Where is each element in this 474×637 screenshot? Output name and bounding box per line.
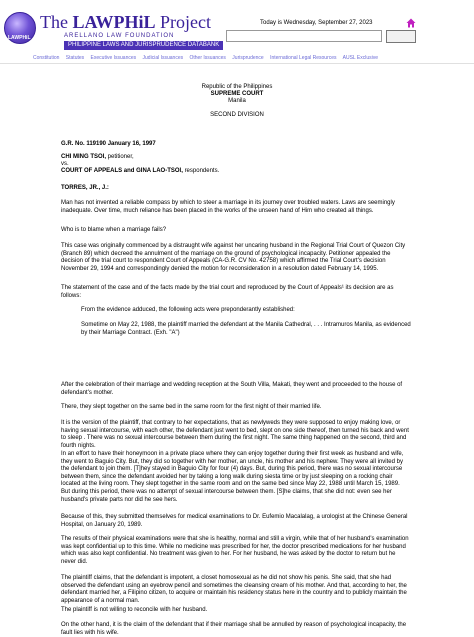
paragraph: Who is to blame when a marriage fails? xyxy=(61,227,167,233)
nav-judicial-issuances[interactable]: Judicial Issuances xyxy=(142,55,184,61)
petitioner-name: CHI MING TSOI, xyxy=(61,154,106,160)
site-title-prefix: The xyxy=(40,12,68,32)
main-nav xyxy=(33,55,383,61)
foundation-name: ARELLANO LAW FOUNDATION xyxy=(64,33,175,39)
search-input[interactable] xyxy=(226,30,382,42)
nav-ausl-exclusive[interactable]: AUSL Exclusive xyxy=(342,55,379,61)
paragraph: The statement of the case and of the facts made by the trial court and reproduced by the Court of Appeals¹ its decision are as follows: xyxy=(61,285,394,299)
case-number: G.R. No. 119190 January 16, 1997 xyxy=(61,141,156,147)
paragraph: Because of this, they submitted themselves for medical examinations to Dr. Eufemio Macalalag, a urologist at the Chinese General Hospital, on January 20, 1989. xyxy=(61,514,408,528)
search-button[interactable] xyxy=(386,30,416,43)
paragraph: In an effort to have their honeymoon in a private place where they can enjoy together during their first week as husband and wife, they went to Baguio City. But, they did so together with her mother, an uncle, his mother and his nephew. They were all invited by the defendant to join them. [T]hey stayed in Baguio City for four (4) days. But, during this period, there was no sexual intercourse between them, since the defendant avoided her by taking a long walk during siesta time or by just sleeping on a rocking chair located at the living room. They slept together in the same room and on the same bed since May 22, 1988 until March 15, 1989. But during this period, there was no attempt of sexual intercourse between them. [S]he claims, that she did not: even see her husband's private parts nor did he see hers. xyxy=(61,451,404,503)
paragraph: There, they slept together on the same bed in the same room for the first night of their married life. xyxy=(61,404,322,410)
site-title-suffix: Project xyxy=(160,12,211,32)
paragraph: Man has not invented a reliable compass by which to steer a marriage in its journey over troubled waters. Laws are seemingly inadequate. Over time, much reliance has been placed in the works of the unseen hand of Him who created all things. xyxy=(61,200,395,214)
respondent-role: respondents. xyxy=(184,168,220,174)
versus: vs. xyxy=(61,161,69,167)
nav-statutes[interactable]: Statutes xyxy=(65,55,85,61)
today-date: Today is Wednesday, September 27, 2023 xyxy=(260,20,373,26)
paragraph: The plaintiff is not willing to reconcile with her husband. xyxy=(61,607,208,613)
division-name: SECOND DIVISION xyxy=(210,112,264,118)
paragraph: On the other hand, it is the claim of the defendant that if their marriage shall be annulled by reason of psychological incapacity, the fault lies with his wife. xyxy=(61,622,407,636)
site-header xyxy=(0,0,474,60)
court-name: SUPREME COURT xyxy=(210,91,264,97)
respondent-name: COURT OF APPEALS and GINA LAO-TSOI, xyxy=(61,168,183,174)
site-title[interactable] xyxy=(40,12,211,33)
nav-divider xyxy=(0,63,474,64)
court-city: Manila xyxy=(228,98,246,104)
home-icon[interactable] xyxy=(406,18,416,28)
quoted-paragraph: From the evidence adduced, the following acts were preponderantly established: xyxy=(81,307,295,313)
nav-other-issuances[interactable]: Other Issuances xyxy=(189,55,226,61)
databank-banner: PHILIPPINE LAWS AND JURISPRUDENCE DATABANK xyxy=(64,41,223,50)
globe-logo-word: LAWPHiL xyxy=(8,35,31,41)
paragraph: It is the version of the plaintiff, that contrary to her expectations, that as newlyweds they were supposed to enjoy making love, or having sexual intercourse, with each other, the defendant just went to bed, slept on one side thereof, then turned his back and went to sleep . There was no sexual intercourse between them during the first night. The same thing happened on the second, third and fourth nights. xyxy=(61,420,409,449)
ponente: TORRES, JR., J.: xyxy=(61,185,109,191)
respondent-line xyxy=(61,168,409,176)
paragraph: This case was originally commenced by a distraught wife against her uncaring husband in the Regional Trial Court of Quezon City (Branch 89) which decreed the annulment of the marriage on the ground of psychological incapacity. Petitioner appealed the decision of the trial court to respondent Court of Appeals (CA-G.R. CV No. 42758) which affirmed the Trial Court's decision November 29, 1994 and correspondingly denied the motion for reconsideration in a resolution dated February 14, 1995. xyxy=(61,243,406,272)
nav-jurisprudence[interactable]: Jurisprudence xyxy=(232,55,264,61)
nav-constitution[interactable]: Constitution xyxy=(33,55,60,61)
paragraph: The plaintiff claims, that the defendant is impotent, a closet homosexual as he did not show his penis. She said, that she had observed the defendant using an eyebrow pencil and sometimes the cleansing cream of his mother. And that, according to her, the defendant married her, a Filipino citizen, to acquire or maintain his residency status here in the country and to publicly maintain the appearance of a normal man. xyxy=(61,575,407,604)
paragraph: After the celebration of their marriage and wedding reception at the South Villa, Makati, they went and proceeded to the house of defendant's mother. xyxy=(61,382,403,396)
nav-executive-issuances[interactable]: Executive Issuances xyxy=(90,55,137,61)
petitioner-role: petitioner, xyxy=(107,154,134,160)
quoted-paragraph: Sometime on May 22, 1988, the plaintiff married the defendant at the Manila Cathedral, . . . Intramuros Manila, as evidenced by their Marriage Contract. (Exh. "A") xyxy=(81,322,411,336)
paragraph: The results of their physical examinations were that she is healthy, normal and still a virgin, while that of her husband's examination was kept confidential up to this time. While no medicine was prescribed for her, the doctor prescribed medications for her husband which was also kept confidential. No treatment was given to her. For her husband, he was asked by the doctor to return but he never did. xyxy=(61,536,409,565)
nav-international-legal-resources[interactable]: International Legal Resources xyxy=(270,55,337,61)
republic-line: Republic of the Philippines xyxy=(201,84,273,90)
site-title-word: LAWPHiL xyxy=(72,12,156,32)
